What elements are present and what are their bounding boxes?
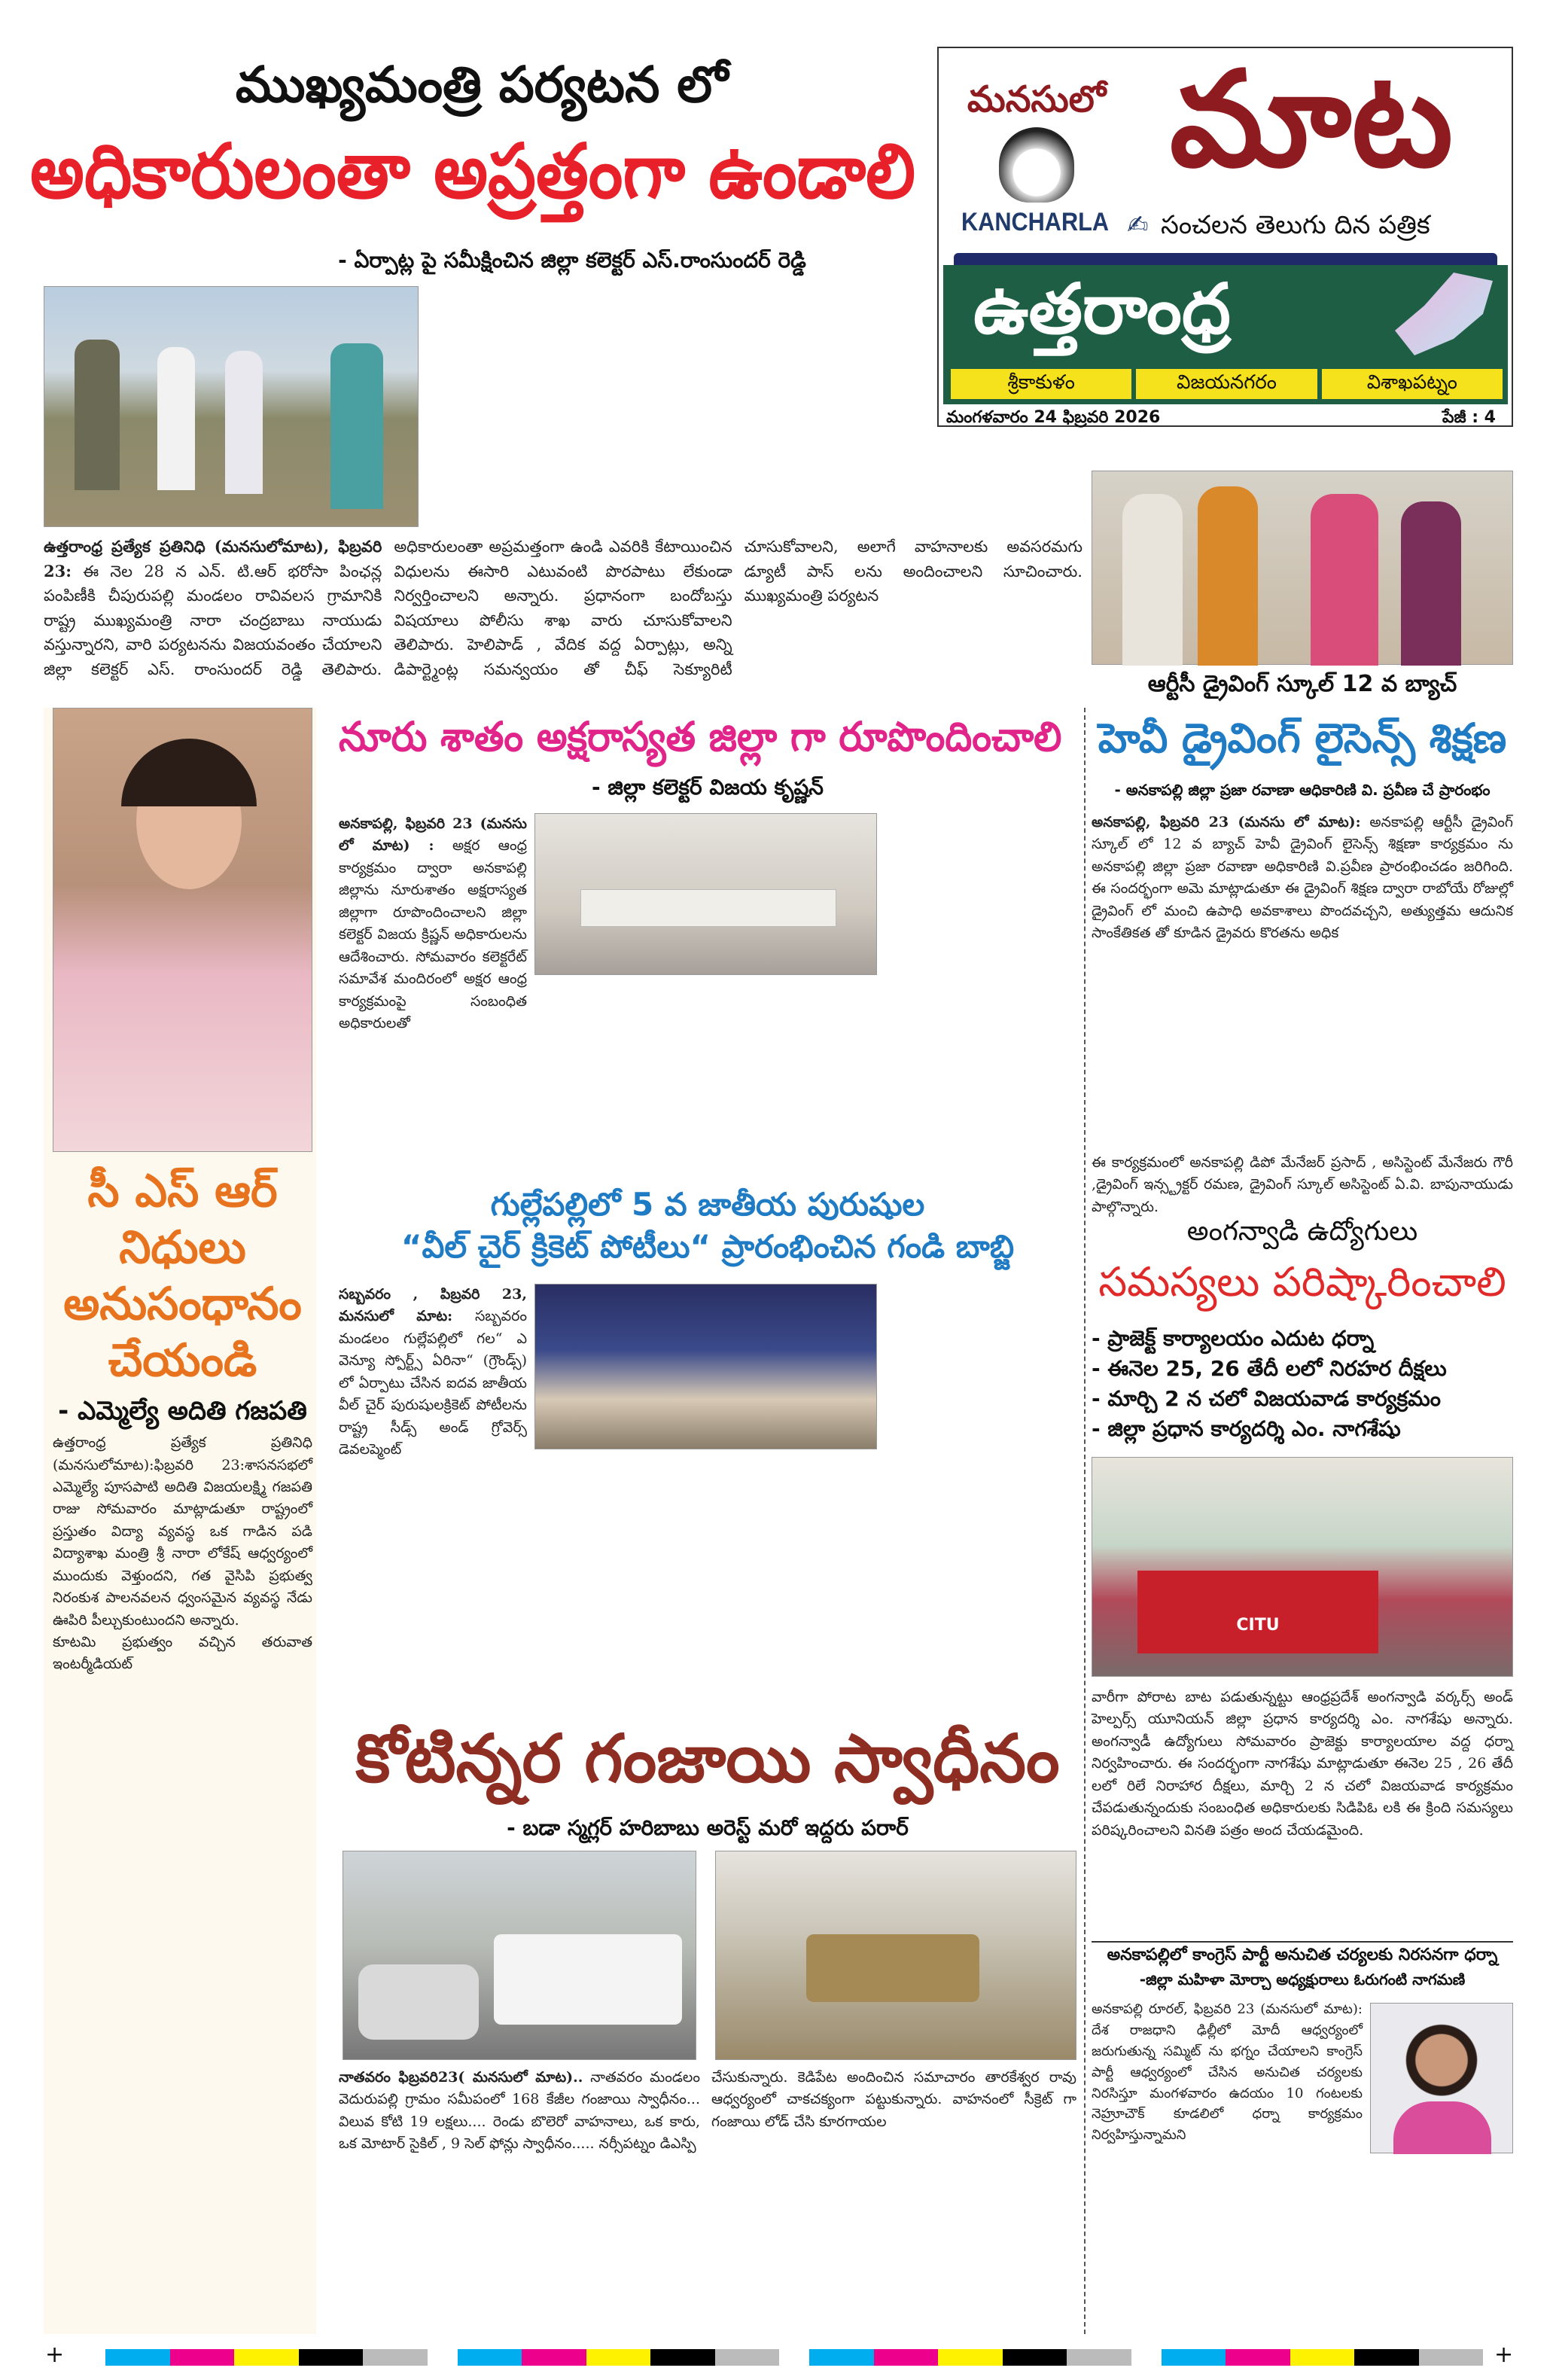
color-swatch-group <box>809 2349 1131 2366</box>
cm-review-photo <box>44 286 419 527</box>
nagamani-portrait-photo <box>1370 2003 1513 2153</box>
color-swatch <box>1354 2349 1419 2366</box>
driving-body <box>1092 812 1513 1113</box>
literacy-byline: - జిల్లా కలెక్టర్ విజయ కృష్ణన్ <box>592 775 824 800</box>
anganwadi-bullets <box>1092 1324 1513 1444</box>
masthead <box>937 44 1513 427</box>
literacy-body <box>339 813 527 1175</box>
csr-body <box>53 1432 312 2330</box>
ganja-headline: కోటిన్నర గంజాయి స్వాధీనం <box>355 1719 1060 1797</box>
brand-logo: మాట <box>1169 44 1454 197</box>
literacy-dateline: అనకాపల్లి, ఫిబ్రవరి 23 (మనసు లో మాట) : <box>339 815 527 855</box>
color-swatch <box>299 2349 364 2366</box>
cm-kicker: ముఖ్యమంత్రి పర్యటన లో <box>235 56 729 114</box>
color-swatch <box>1162 2349 1226 2366</box>
color-swatch-group <box>458 2349 780 2366</box>
driving-dateline: అనకాపల్లి, ఫిబ్రవరి 23 (మనసు లో మాట): <box>1092 814 1361 830</box>
wheelchair-cricket-photo <box>534 1284 877 1449</box>
mla-portrait-photo <box>53 708 312 1152</box>
csr-headline: సీ ఎస్ ఆర్ నిధులు అనుసంధానం చేయండి <box>63 1165 302 1387</box>
congress-headline: అనకాపల్లిలో కాంగ్రెస్ పార్టీ అనుచిత చర్యలకు నిరసనగా ధర్నా <box>1107 1946 1498 1964</box>
cm-dateline: ఉత్తరాంధ్ర ప్రత్యేక ప్రతినిధి (మనసులోమాట), ఫిబ్రవరి 23: <box>44 537 382 581</box>
pen-icon: ✍ <box>1127 210 1149 240</box>
color-calibration-bar <box>105 2349 1483 2366</box>
color-swatch <box>522 2349 586 2366</box>
founder-portrait <box>999 127 1074 203</box>
color-swatch <box>938 2349 1003 2366</box>
color-swatch-group <box>105 2349 428 2366</box>
wheelchair-headline-2: “వీల్ చైర్ క్రికెట్ పోటీలు“ ప్రారంభించిన గండి బాబ్జి <box>400 1228 1015 1265</box>
driving-caption: ఆర్టీసీ డ్రైవింగ్ స్కూల్ 12 వ బ్యాచ్ <box>1147 671 1457 697</box>
ganja-dateline: నాతవరం ఫిబ్రవరి23( మనసులో మాట).. <box>339 2069 583 2086</box>
color-swatch <box>650 2349 715 2366</box>
district-tabs <box>951 369 1503 399</box>
color-swatch <box>1003 2349 1067 2366</box>
color-swatch-group <box>1162 2349 1484 2366</box>
ganja-body-col2: చేసుకున్నారు. కెడిపేట అందించిన సమాచారం తారకేశ్వర రావు ఆధ్వర్యంలో చాకచక్యంగా పట్టుకున్నారు. వాహనంలో సీక్రెట్ గా గంజాయి లోడ్ చేసి కూరగాయల <box>711 2069 1076 2130</box>
driving-headline: హెవీ డ్రైవింగ్ లైసెన్స్ శిక్షణ <box>1098 715 1507 762</box>
driving-lead: అనకాపల్లి ఆర్టీసీ డ్రైవింగ్ స్కూల్ లో 12 వ బ్యాచ్ హెవీ డ్రైవింగ్ లైసెన్స్ శిక్షణా కార్యక్రమం ను అనకాపల్లి జిల్లా ప్రజా రవాణా అధికారిణి వి.ప్రవీణ ప్రారంభించడం జరిగింది. ఈ సందర్భంగా అమె మాట్లాడుతూ ఈ డ్రైవింగ్ శిక్షణ ద్వారా రాబోయే రోజుల్లో డ్రైవింగ్ లో మంచి ఉపాధి అవకాశాలు పొందవచ్చని, అత్యుత్తమ ఆదునిక సాంకేతికత తో కూడిన డ్రైవరు కొరతను అధిక <box>1092 814 1513 942</box>
anganwadi-body: వారీగా పోరాట బాట పడుతున్నట్టు ఆంధ్రప్రదేశ్ అంగన్వాడి వర్కర్స్ అండ్ హెల్పర్స్ యూనియన్ జిల్లా ప్రధాన కార్యదర్శి ఎం. నాగశేషు అన్నారు. అంగన్వాడీ ఉద్యోగులు సోమవారం ప్రాజెక్టు కార్యాలయాల వద్ద ధర్నా నిర్వహించారు. ఈ సందర్భంగా నాగశేషు మాట్లాడుతూ ఈనెల 25 , 26 తేదీ లలో రిలే నిరాహార దీక్షలు, మార్చి 2 న చలో విజయవాడ కార్యక్రమం చేపడుతున్నందుకు సంబంధిత అధికారులకు సిడిపిఓ లకి ఈ క్రింది సమస్యలు పరిష్కరించాలని వినతి పత్రం అంద చేయడమైంది. <box>1092 1689 1513 1839</box>
color-swatch <box>809 2349 874 2366</box>
ganja-body <box>339 2067 700 2334</box>
color-swatch <box>874 2349 939 2366</box>
color-swatch <box>170 2349 235 2366</box>
cm-body <box>44 535 1083 696</box>
color-swatch <box>586 2349 651 2366</box>
anganwadi-bullet: - మార్చి 2 న చలో విజయవాడ కార్యక్రమం <box>1092 1386 1441 1411</box>
registration-mark-right: + <box>1494 2342 1514 2368</box>
cm-headline: అధికారులంతా అప్రత్తంగా ఉండాలి <box>30 127 915 215</box>
anganwadi-kicker: అంగన్వాడి ఉద్యోగులు <box>1186 1216 1418 1247</box>
cm-byline: - ఏర్పాట్ల పై సమీక్షించిన జిల్లా కలెక్టర్ ఎస్.రాంసుందర్ రెడ్డి <box>338 248 806 273</box>
brand-small: మనసులో <box>967 78 1107 120</box>
seized-vehicles-photo <box>343 1851 696 2060</box>
csr-lead: ఉత్తరాంధ్ర ప్రత్యేక ప్రతినిధి (మనసులోమాట):ఫిబ్రవరి 23:శాసనసభలో ఎమ్మెల్యే పూసపాటి అదితి విజయలక్ష్మి గజపతి రాజు సోమవారం మాట్లాడుతూ రాష్ట్రంలో ప్రస్తుతం విద్యా వ్యవస్థ ఒక గాడిన పడి విద్యాశాఖ మంత్రి శ్రీ నారా లోకేష్ ఆధ్వర్యంలో ముందుకు వెళ్తుందని, గత వైసిపి ప్రభుత్వ నిరంకుశ పాలనవలన ధ్వంసమైన వ్యవస్థ నేడు ఊపిరి పీల్చుకుంటుందని అన్నారు. <box>53 1434 312 1629</box>
wheelchair-headline-1: గుల్లేపల్లిలో 5 వ జాతీయ పురుషుల <box>490 1186 925 1223</box>
color-swatch <box>234 2349 299 2366</box>
color-swatch <box>458 2349 522 2366</box>
literacy-meeting-photo <box>534 813 877 975</box>
color-swatch <box>1419 2349 1484 2366</box>
csr-byline: - ఎమ్మెల్యే అదితి గజపతి <box>58 1396 307 1426</box>
wheelchair-body <box>339 1284 527 1713</box>
issue-date: మంగళవారం 24 ఫిబ్రవరి 2026 <box>946 408 1161 427</box>
seized-ganja-photo <box>715 1851 1076 2060</box>
color-swatch <box>1226 2349 1290 2366</box>
edition-title: ఉత్తరాంధ్ర <box>973 269 1231 349</box>
page-number: పేజీ : 4 <box>1442 408 1496 427</box>
ganja-byline: - బడా స్మగ్లర్ హరిబాబు అరెస్ట్ మరో ఇద్దరు పరార్ <box>507 1815 909 1840</box>
ganja-lead: నాతవరం మండలం వెదురుపల్లి గ్రామం సమీపంలో 168 కేజీల గంజాయి స్వాధీనం... విలువ కోటి 19 లక్షలు.... రెండు బొలెరో వాహనాలు, ఒక కారు, ఒక మోటార్ సైకిల్ , 9 సెల్ ఫోన్లు స్వాధీనం..... నర్సీపట్నం డిఎస్పి <box>339 2069 701 2153</box>
congress-body: అనకాపల్లి రూరల్, ఫిబ్రవరి 23 (మనసులో మాట): దేశ రాజధాని ఢిల్లీలో మోదీ ఆధ్వర్యంలో జరుగుతున్న సమ్మిట్ ను భగ్నం చేయాలని కాంగ్రెస్ పార్టీ ఆధ్వర్యంలో చేసిన అనుచిత చర్యలకు నిరసిస్తూ మంగళవారం ఉదయం 10 గంటలకు నెహ్రూచౌక్ కూడలిలో ధర్నా కార్యక్రమం నిర్వహిస్తున్నామని <box>1092 2001 1363 2144</box>
cm-lead: ఈ నెల 28 న ఎన్. టి.ఆర్ భరోసా పింఛన్ల పంపిణీకి చీపురుపల్లి మండలం రావివలస గ్రామానికి రాష్ట్ర ముఖ్యమంత్రి నారా చంద్రబాబు నాయుడు వస్తున్నారని, వారి పర్యటనను విజయవంతం చేయాలని జిల్లా కలెక్టర్ ఎస్. రాంసుందర్ రెడ్డి తెలిపారు. అధికారులంతా అప్రమత్తంగా ఉండి ఎవరికి కేటాయించిన విధులను ఈసారి ఎటువంటి పొరపాటు లేకుండా నిర్వర్తించాలని అన్నారు. ప్రధానంగా బందోబస్తు విషయాలు పోలీసు శాఖ వారు చూసుకోవాలని తెలిపారు. హెలిపాడ్ , వేదిక వద్ద ఏర్పాట్లు, అన్ని డిపార్ట్మెంట్ల సమన్వయం తో చీఫ్ సెక్యూరిటీ చూసుకోవాలని, అలాగే వాహనాలకు అవసరమగు డ్యూటీ పాస్ లను అందించాలని సూచించారు. ముఖ్యమంత్రి పర్యటన <box>44 538 1083 678</box>
citu-banner: CITU <box>1137 1571 1378 1653</box>
csr-story <box>53 1163 312 2330</box>
driving-byline: - అనకాపల్లి జిల్లా ప్రజా రవాణా ఆధికారిణి వి. ప్రవీణ చే ప్రారంభం <box>1114 781 1491 799</box>
anganwadi-bullet: - ఈనెల 25, 26 తేదీ లలో నిరహర దీక్షలు <box>1092 1356 1447 1381</box>
color-swatch <box>105 2349 170 2366</box>
literacy-headline: నూరు శాతం అక్షరాస్యత జిల్లా గా రూపొందించాలి <box>339 713 1062 760</box>
color-swatch <box>715 2349 780 2366</box>
driving-school-photo <box>1092 471 1513 665</box>
literacy-lead: అక్షర ఆంధ్ర కార్యక్రమం ద్వారా అనకాపల్లి జిల్లాను నూరుశాతం అక్షరాస్యత జిల్లాగా రూపొందించాలని జిల్లా కలెక్టర్ విజయ క్రిష్ణన్ అధికారులను ఆదేశించారు. సోమవారం కలెక్టరేట్ సమావేశ మందిరంలో అక్షర ఆంధ్ర కార్యక్రమంపై సంబంధిత అధికారులతో <box>339 837 528 1032</box>
district-vizianagaram: విజయనగరం <box>1136 369 1317 399</box>
driving-closing: ఈ కార్యక్రమంలో అనకాపల్లి డిపో మేనేజర్ ప్రసాద్ , అసిస్టెంట్ మేనేజరు గౌరీ ,డ్రైవింగ్ ఇన్స్ట్రక్టర్ రమణ, డ్రైవింగ్ స్కూల్ అసిస్టెంట్ ఏ.వి. బాపునాయుడు పాల్గొన్నారు. <box>1092 1154 1513 1215</box>
csr-next: కూటమి ప్రభుత్వం వచ్చిన తరువాత ఇంటర్మీడియట్ <box>53 1634 312 1673</box>
anganwadi-headline: సమస్యలు పరిష్కారించాలి <box>1098 1258 1506 1306</box>
color-swatch <box>1290 2349 1355 2366</box>
edition-banner <box>943 265 1508 404</box>
region-map-icon <box>1395 273 1493 355</box>
section-divider <box>1092 1941 1513 1943</box>
column-divider <box>1084 708 1086 2334</box>
wheelchair-dateline: సబ్బవరం , పిబ్రవరి 23, మనసులో మాట: <box>339 1286 527 1325</box>
color-swatch <box>363 2349 428 2366</box>
tagline: సంచలన తెలుగు దిన పత్రిక <box>1161 210 1430 240</box>
anganwadi-bullet: - ప్రాజెక్ట్ కార్యాలయం ఎదుట ధర్నా <box>1092 1326 1375 1351</box>
congress-byline: -జిల్లా మహిళా మోర్చా అధ్యక్షురాలు ఓరుగంటి నాగమణి <box>1139 1970 1466 1988</box>
registration-mark-left: + <box>45 2342 65 2368</box>
anganwadi-protest-photo <box>1092 1457 1513 1677</box>
wheelchair-lead: సబ్బవరం మండలం గుల్లేపల్లిలో గల“ ఎ వెన్యూ స్పోర్ట్స్ ఏరినా“ (గ్రౌండ్స్) లో ఏర్పాటు చేసిన ఐదవ జాతీయ వీల్ చైర్ పురుషులక్రికెట్ పోటీలను రాష్ట్ర సీడ్స్ అండ్ గ్రోవెర్స్ డెవలప్మెంట్ <box>339 1308 527 1458</box>
anganwadi-bullet: - జిల్లా ప్రధాన కార్యదర్శి ఎం. నాగశేషు <box>1092 1416 1401 1441</box>
color-swatch <box>1067 2349 1131 2366</box>
district-visakhapatnam: విశాఖపట్నం <box>1322 369 1503 399</box>
brand-sub: KANCHARLA <box>961 208 1109 236</box>
district-srikakulam: శ్రీకాకుళం <box>951 369 1131 399</box>
